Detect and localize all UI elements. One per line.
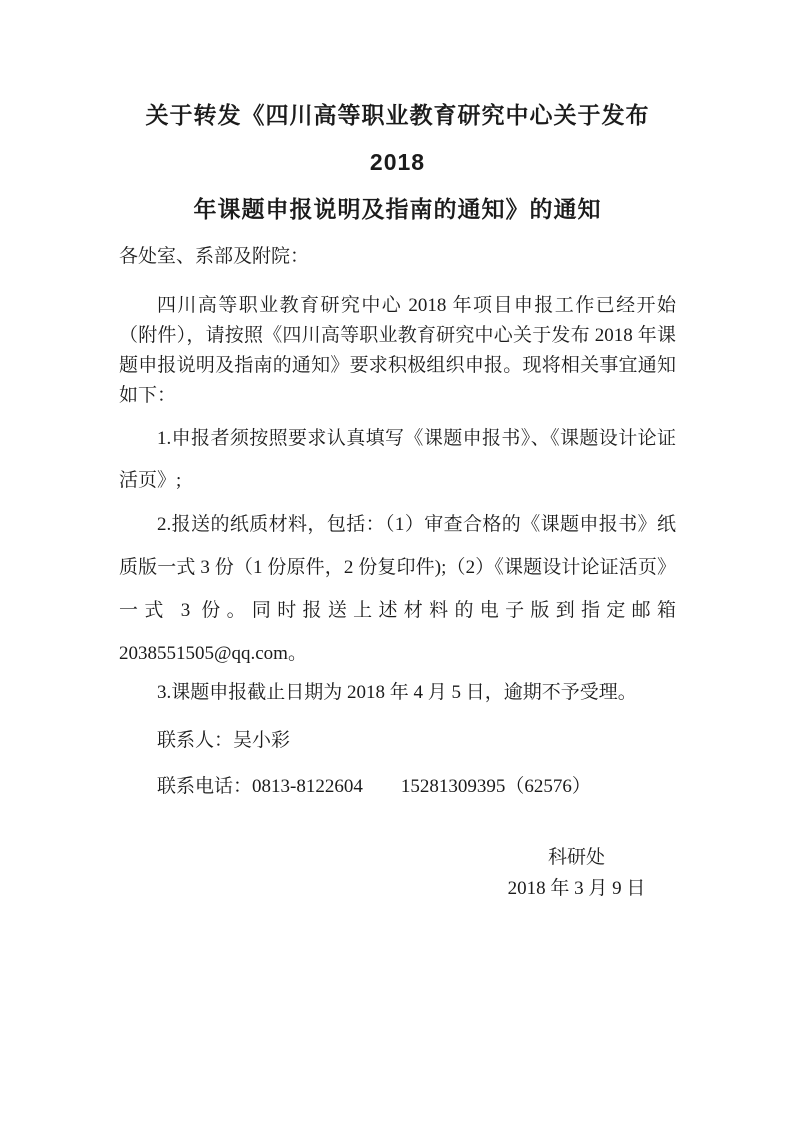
list-item-2: 2.报送的纸质材料，包括：（1）审查合格的《课题申报书》纸质版一式 3 份（1 份原件，2 份复印件);（2）《课题设计论证活页》一式 3 份。同时报送上述材料的电子版到指定邮箱 2038551505@qq.com。 <box>119 514 676 664</box>
signature-date: 2018 年 3 月 9 日 <box>507 878 646 899</box>
salutation: 各处室、系部及附院： <box>119 246 310 267</box>
document-title-line-2: 年课题申报说明及指南的通知》的通知 <box>193 196 602 222</box>
contact-phone-line: 联系电话：0813-8122604 15281309395（62576） <box>157 776 591 797</box>
intro-paragraph: 四川高等职业教育研究中心 2018 年项目申报工作已经开始（附件），请按照《四川高等职业教育研究中心关于发布 2018 年课题申报说明及指南的通知》要求积极组织申报。现将相关事宜通知如下： <box>119 295 676 406</box>
document-title <box>119 92 676 233</box>
signature-department: 科研处 <box>547 847 605 868</box>
list-item-3: 3.课题申报截止日期为 2018 年 4 月 5 日，逾期不予受理。 <box>157 682 637 703</box>
signature-block <box>359 842 793 904</box>
document-title-line-1: 关于转发《四川高等职业教育研究中心关于发布 2018 <box>145 102 650 175</box>
list-item-1: 1.申报者须按照要求认真填写《课题申报书》、《课题设计论证活页》; <box>119 428 676 491</box>
contact-person-line: 联系人：吴小彩 <box>157 730 291 751</box>
